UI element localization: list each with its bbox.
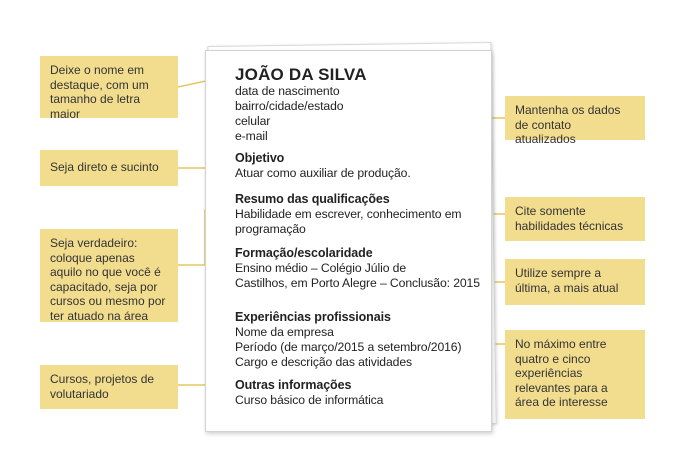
cv-education	[235, 246, 480, 291]
tip-contact-updated: Mantenha os dados de contato atualizados	[505, 96, 645, 140]
cv-qualifications	[235, 192, 461, 237]
cv-header	[235, 65, 367, 144]
tip-courses: Cursos, projetos de volutariado	[40, 365, 178, 409]
cv-section-line: Nome da empresa	[235, 325, 334, 339]
cv-section-title: Objetivo	[235, 151, 285, 165]
cv-name: JOÃO DA SILVA	[235, 65, 367, 84]
cv-contact-line: data de nascimento	[235, 84, 340, 98]
cv-objective	[235, 151, 411, 181]
cv-section-title: Outras informações	[235, 378, 352, 392]
tip-be-direct: Seja direto e sucinto	[40, 150, 178, 186]
cv-experience	[235, 310, 461, 370]
cv-contact-line: e-mail	[235, 129, 268, 143]
cv-section-title: Experiências profissionais	[235, 310, 391, 324]
cv-contact-line: bairro/cidade/estado	[235, 99, 344, 113]
cv-section-line: Período (de março/2015 a setembro/2016)	[235, 340, 462, 354]
tip-experience-limit: No máximo entre quatro e cinco experiências relevantes para a área de interesse	[505, 330, 645, 419]
tip-latest-education: Utilize sempre a última, a mais atual	[505, 259, 645, 305]
cv-other	[235, 378, 383, 408]
cv-section-title: Formação/escolaridade	[235, 246, 373, 260]
cv-section-title: Resumo das qualificações	[235, 192, 390, 206]
cv-section-line: Ensino médio – Colégio Júlio de	[235, 261, 407, 275]
cv-section-line: Curso básico de informática	[235, 393, 384, 407]
tip-name-highlight: Deixe o nome em destaque, com um tamanho de letra maior	[40, 56, 178, 118]
cv-section-line: Castilhos, em Porto Alegre – Conclusão: 2015	[235, 276, 480, 290]
cv-section-line: Cargo e descrição das atividades	[235, 355, 413, 369]
cv-section-line: Habilidade em escrever, conhecimento em	[235, 207, 462, 221]
tip-technical-skills: Cite somente habilidades técnicas	[505, 197, 645, 241]
cv-section-line: programação	[235, 222, 306, 236]
tip-be-truthful: Seja verdadeiro: coloque apenas aquilo no que você é capacitado, seja por cursos ou mesmo por ter atuado na área	[40, 229, 178, 322]
cv-section-line: Atuar como auxiliar de produção.	[235, 166, 411, 180]
cv-contact-line: celular	[235, 114, 271, 128]
